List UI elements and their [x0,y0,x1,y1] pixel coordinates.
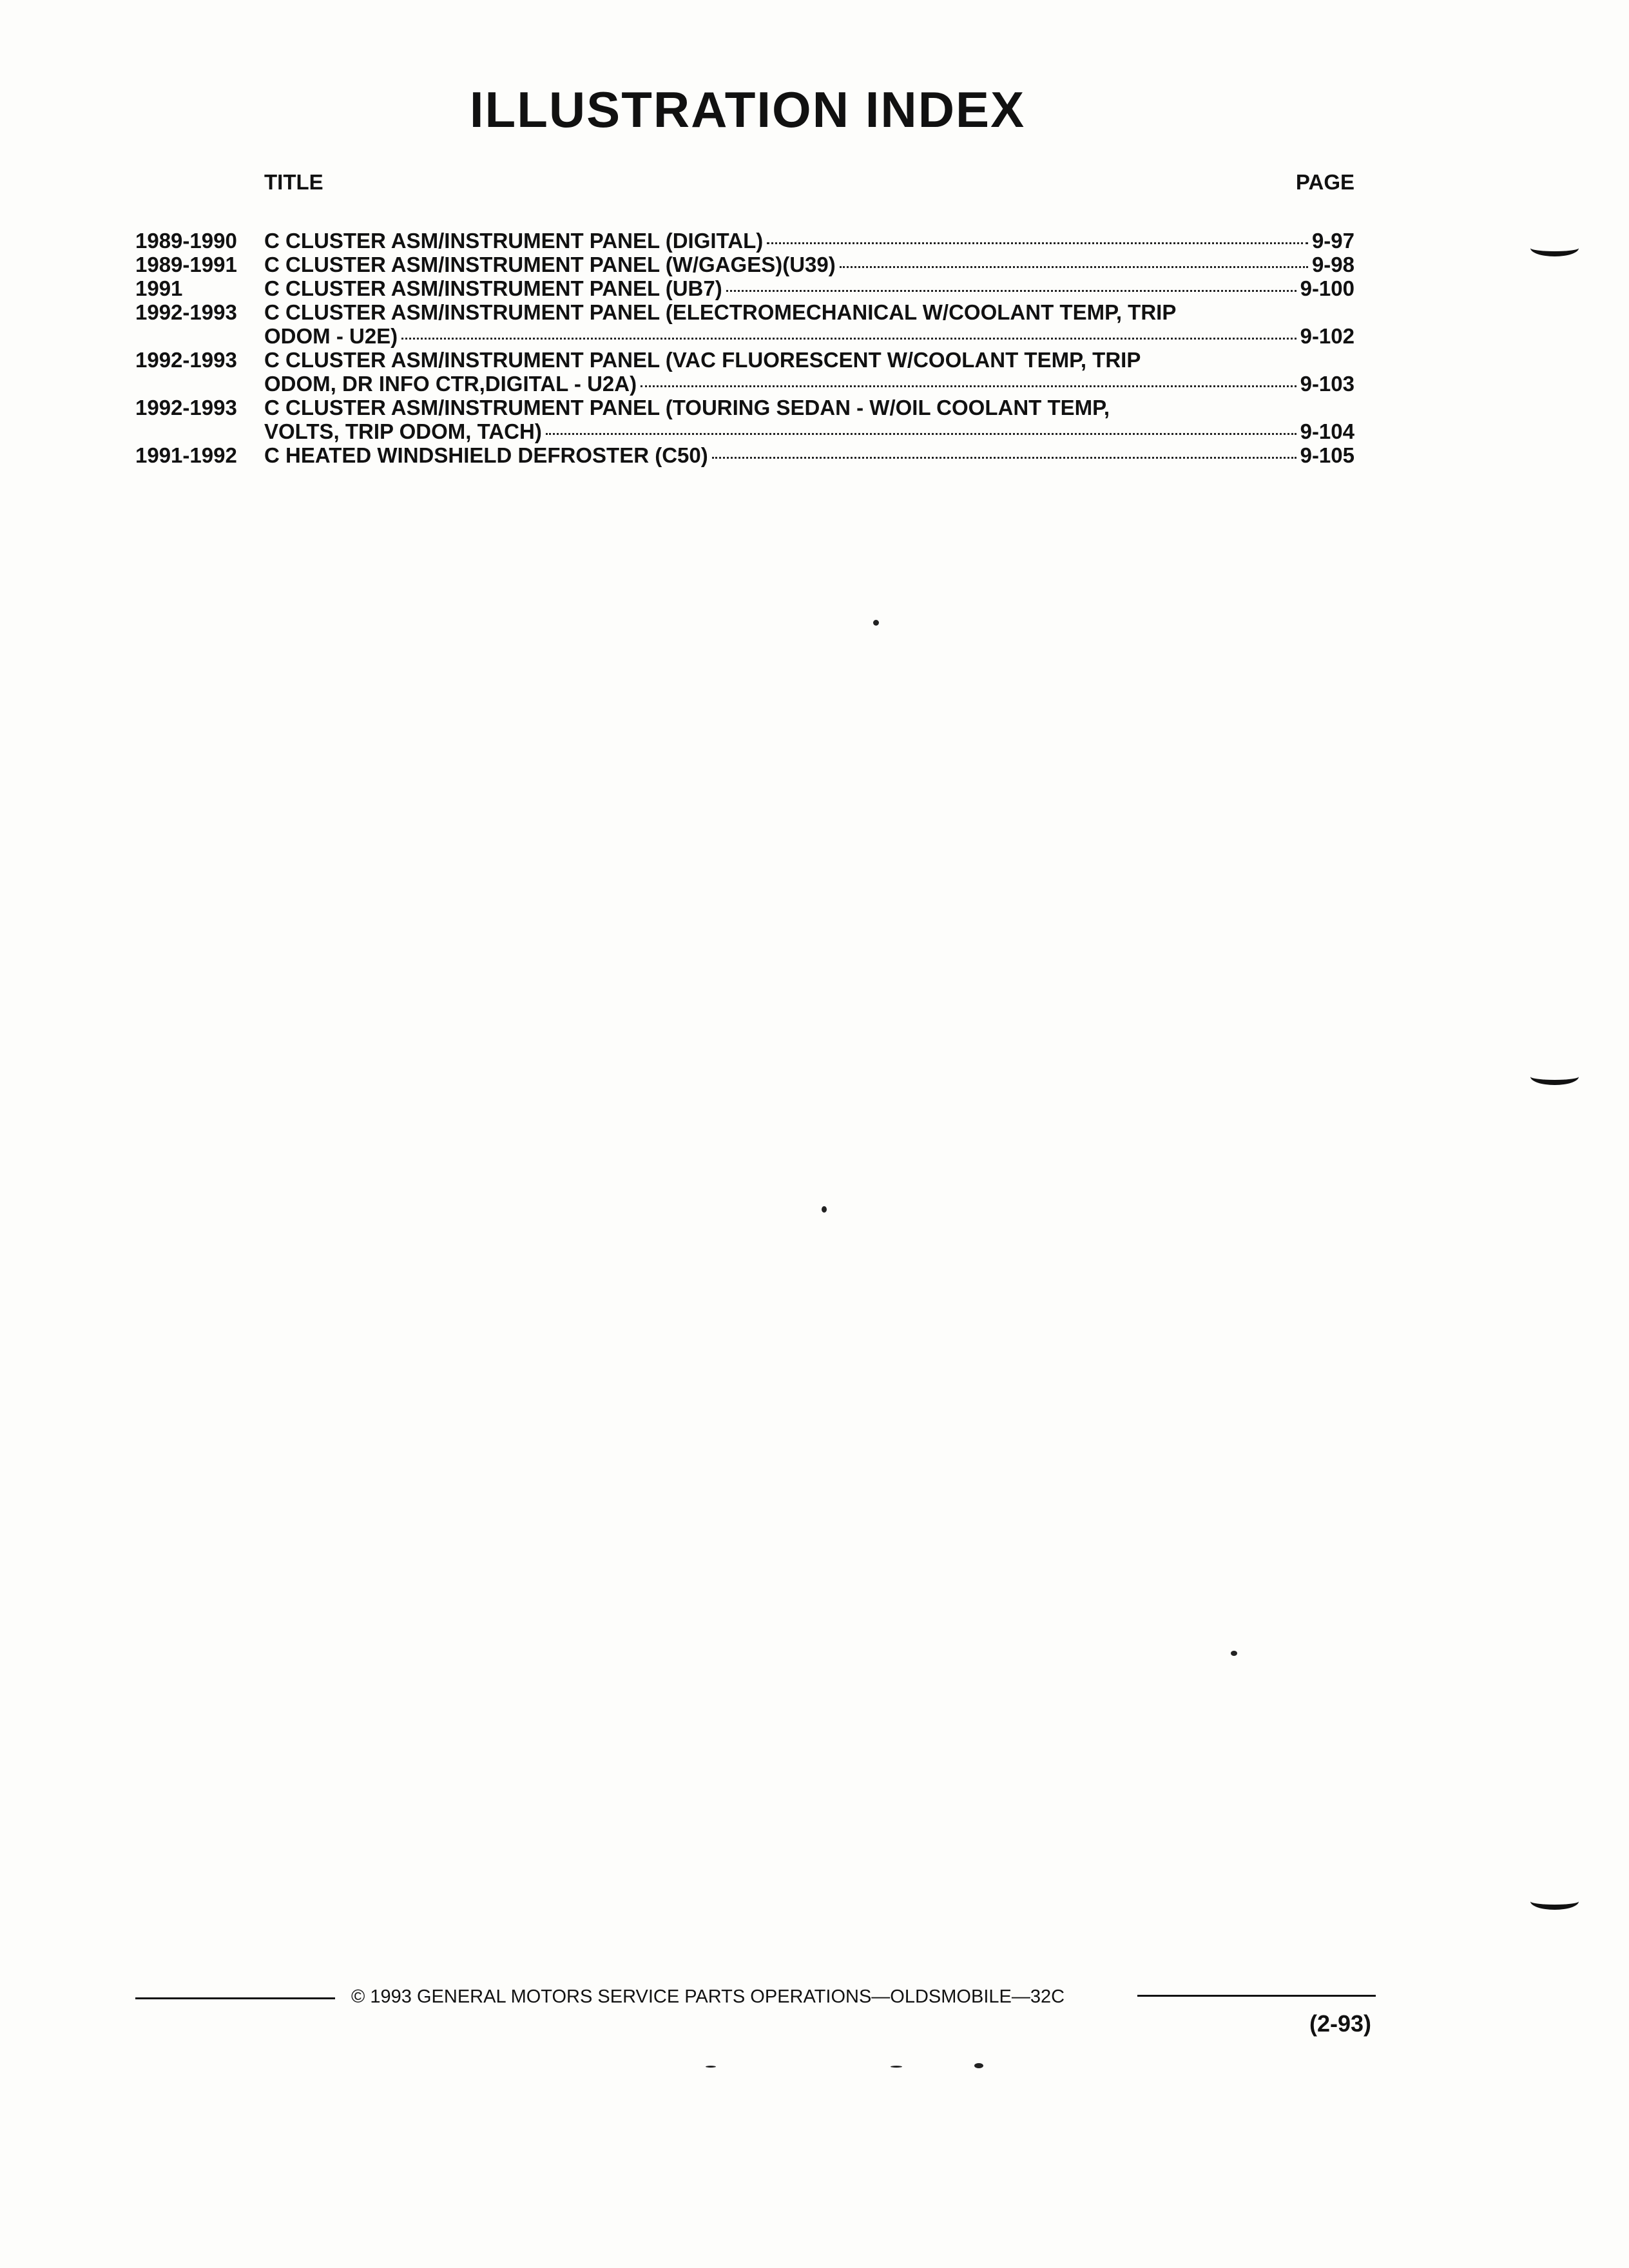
entry-description: C CLUSTER ASM/INSTRUMENT PANEL (VAC FLUORESCENT W/COOLANT TEMP, TRIP [264,348,1141,372]
dot-leader [401,338,1296,340]
dot-leader [726,290,1296,292]
page-title: ILLUSTRATION INDEX [469,81,1026,138]
entry-page-number: 9-98 [1311,253,1354,276]
scan-speck [974,2063,983,2068]
binder-hole-mark [1530,1893,1579,1910]
entry-description-continued: ODOM - U2E) [264,324,398,348]
binder-hole-mark [1530,240,1579,256]
scan-speck [1231,1651,1237,1656]
entry-description: C CLUSTER ASM/INSTRUMENT PANEL (TOURING SEDAN - W/OIL COOLANT TEMP, [264,396,1110,419]
entry-description: C CLUSTER ASM/INSTRUMENT PANEL (ELECTROMECHANICAL W/COOLANT TEMP, TRIP [264,300,1177,324]
index-entry [135,443,1354,467]
entry-years: 1991-1992 [135,443,237,467]
binder-hole-mark [1530,1068,1579,1085]
dot-leader [767,242,1308,244]
index-list [135,229,1354,467]
entry-page-number: 9-103 [1300,372,1354,396]
dot-leader [712,457,1296,459]
index-entry [135,276,1354,300]
column-header-page: PAGE [1295,170,1354,194]
scan-speck [891,2066,902,2068]
scan-speck [873,620,879,626]
index-entry [135,229,1354,253]
entry-page-number: 9-102 [1300,324,1354,348]
scan-speck [706,2066,716,2068]
entry-years: 1992-1993 [135,348,237,372]
entry-description: C HEATED WINDSHIELD DEFROSTER (C50) [264,443,708,467]
scan-speck [822,1206,827,1213]
index-entry [135,300,1354,348]
column-header-title: TITLE [264,170,323,194]
footer-rule-right [1137,1995,1376,1997]
entry-page-number: 9-100 [1300,276,1354,300]
entry-description-continued: ODOM, DR INFO CTR,DIGITAL - U2A) [264,372,637,396]
entry-page-number: 9-97 [1311,229,1354,253]
entry-years: 1992-1993 [135,300,237,324]
footer-copyright: © 1993 GENERAL MOTORS SERVICE PARTS OPERATIONS—OLDSMOBILE—32C [351,1986,1065,2007]
dot-leader [641,385,1296,387]
index-entry [135,348,1354,396]
index-entry [135,253,1354,276]
entry-years: 1989-1991 [135,253,237,276]
entry-page-number: 9-105 [1300,443,1354,467]
entry-years: 1992-1993 [135,396,237,419]
dot-leader [546,433,1296,435]
entry-description: C CLUSTER ASM/INSTRUMENT PANEL (DIGITAL) [264,229,764,253]
footer-rule-left [135,1997,335,1999]
entry-years: 1991 [135,276,183,300]
entry-description: C CLUSTER ASM/INSTRUMENT PANEL (W/GAGES)(U39) [264,253,836,276]
footer-revision-code: (2-93) [1309,2010,1371,2037]
entry-description: C CLUSTER ASM/INSTRUMENT PANEL (UB7) [264,276,722,300]
entry-description-continued: VOLTS, TRIP ODOM, TACH) [264,419,542,443]
entry-page-number: 9-104 [1300,419,1354,443]
dot-leader [840,266,1308,268]
entry-years: 1989-1990 [135,229,237,253]
index-entry [135,396,1354,443]
